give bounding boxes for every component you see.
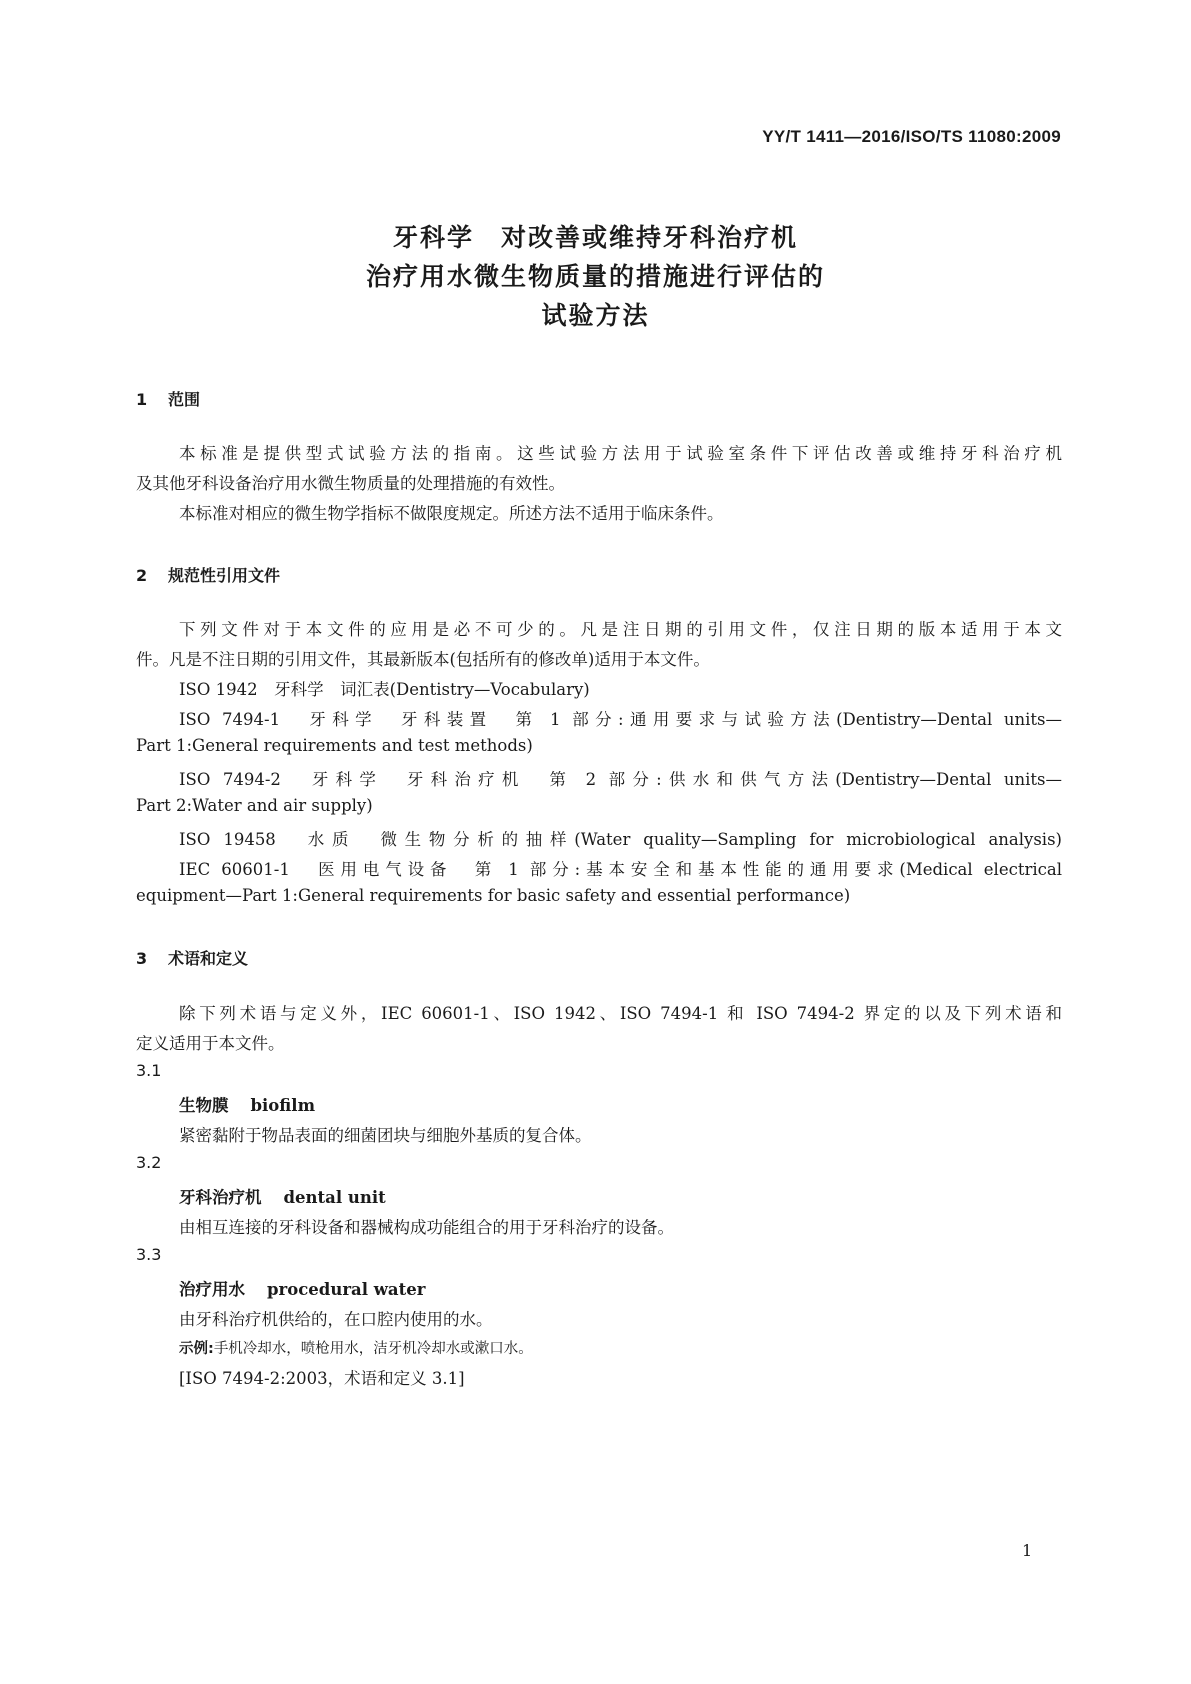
example-text: 手机冷却水，喷枪用水，洁牙机冷却水或漱口水。 — [213, 1341, 533, 1357]
term-number: 3.1 — [136, 1061, 162, 1080]
term-english: dental unit — [283, 1188, 386, 1207]
section-3-heading — [136, 946, 248, 969]
scope-paragraph-2: 本标准对相应的微生物学指标不做限度规定。所述方法不适用于临床条件。 — [179, 504, 724, 523]
term-definition: 紧密黏附于物品表面的细菌团块与细胞外基质的复合体。 — [179, 1126, 592, 1145]
term-heading — [179, 1276, 425, 1300]
references-intro-line-1: 下列文件对于本文件的应用是必不可少的。凡是注日期的引用文件，仅注日期的版本适用于本文 — [179, 620, 1062, 639]
title-line-2: 治疗用水微生物质量的措施进行评估的 — [365, 262, 825, 291]
title-line-3: 试验方法 — [541, 301, 650, 330]
document-code: YY/T 1411—2016/ISO/TS 11080:2009 — [762, 127, 1061, 146]
reference-iso-7494-2-line-2: Part 2:Water and air supply) — [136, 796, 373, 815]
section-2-heading — [136, 563, 280, 586]
references-intro-line-2: 件。凡是不注日期的引用文件，其最新版本(包括所有的修改单)适用于本文件。 — [136, 650, 710, 669]
section-title: 规范性引用文件 — [168, 566, 281, 585]
terms-intro-line-1: 除下列术语与定义外，IEC 60601-1、ISO 1942、ISO 7494-1 和 ISO 7494-2 界定的以及下列术语和 — [179, 1004, 1062, 1023]
term-number: 3.2 — [136, 1153, 162, 1172]
term-english: biofilm — [250, 1096, 316, 1115]
term-example — [179, 1337, 533, 1358]
scope-paragraph-line-1: 本标准是提供型式试验方法的指南。这些试验方法用于试验室条件下评估改善或维持牙科治疗机 — [179, 444, 1062, 463]
term-definition: 由相互连接的牙科设备和器械构成功能组合的用于牙科治疗的设备。 — [179, 1218, 674, 1237]
term-chinese: 牙科治疗机 — [179, 1188, 262, 1207]
section-number: 3 — [136, 949, 148, 968]
section-number: 1 — [136, 390, 148, 409]
reference-iso-7494-1-line-1: ISO 7494-1 牙科学 牙科装置 第 1 部分:通用要求与试验方法(Dentistry—Dental units— — [179, 710, 1062, 729]
section-title: 术语和定义 — [168, 949, 249, 968]
section-1-heading — [136, 387, 200, 410]
reference-iso-19458: ISO 19458 水质 微生物分析的抽样(Water quality—Sampling for microbiological analysis) — [179, 830, 1062, 849]
term-heading — [179, 1092, 315, 1116]
reference-iso-7494-2-line-1: ISO 7494-2 牙科学 牙科治疗机 第 2 部分:供水和供气方法(Dentistry—Dental units— — [179, 770, 1062, 789]
section-title: 范围 — [168, 390, 201, 409]
term-heading — [179, 1184, 386, 1208]
term-number: 3.3 — [136, 1245, 162, 1264]
scope-paragraph-line-2: 及其他牙科设备治疗用水微生物质量的处理措施的有效性。 — [136, 474, 565, 493]
term-chinese: 治疗用水 — [179, 1280, 245, 1299]
reference-iec-60601-1-line-2: equipment—Part 1:General requirements for basic safety and essential performance) — [136, 886, 851, 905]
reference-iso-7494-1-line-2: Part 1:General requirements and test methods) — [136, 736, 533, 755]
reference-iso-1942: ISO 1942 牙科学 词汇表(Dentistry—Vocabulary) — [179, 680, 590, 699]
reference-iec-60601-1-line-1: IEC 60601-1 医用电气设备 第 1 部分:基本安全和基本性能的通用要求(Medical electrical — [179, 860, 1062, 879]
page-number: 1 — [1022, 1541, 1033, 1560]
term-source: [ISO 7494-2:2003，术语和定义 3.1] — [179, 1369, 465, 1388]
term-english: procedural water — [267, 1280, 426, 1299]
section-number: 2 — [136, 566, 148, 585]
title-line-1: 牙科学 对改善或维持牙科治疗机 — [392, 223, 798, 252]
term-chinese: 生物膜 — [179, 1096, 229, 1115]
terms-intro-line-2: 定义适用于本文件。 — [136, 1034, 285, 1053]
example-label: 示例: — [179, 1341, 214, 1357]
term-definition: 由牙科治疗机供给的，在口腔内使用的水。 — [179, 1310, 493, 1329]
